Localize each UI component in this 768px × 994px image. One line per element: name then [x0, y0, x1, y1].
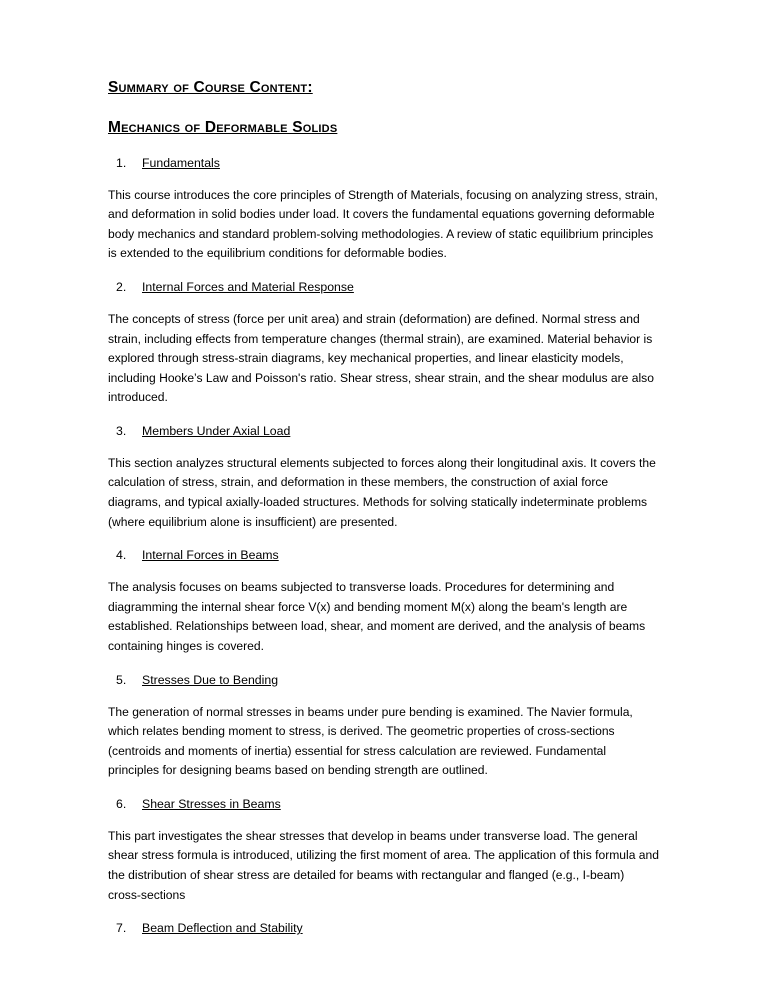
- section-body-4: The analysis focuses on beams subjected to transverse loads. Procedures for determining and diagramming the internal shear force V(x) and bending moment M(x) along the beam's length are established. Relationships between load, shear, and moment are derived, and the analysis of beams containing hinges is covered.: [108, 580, 646, 653]
- section-title-7: Beam Deflection and Stability: [142, 921, 303, 936]
- section-heading-5: [108, 673, 660, 689]
- page-title: Summary of Course Content:: [108, 79, 313, 96]
- section-title-4: Internal Forces in Beams: [142, 548, 279, 563]
- section-heading-7: [108, 921, 660, 937]
- section-number-6: 6.: [116, 796, 127, 811]
- section-heading-6: [108, 797, 660, 813]
- section-body-6: This part investigates the shear stresses that develop in beams under transverse load. The general shear stress formula is introduced, utilizing the first moment of area. The application of this formula and the distribution of shear stress are detailed for beams with rectangular and flanged (e.g., I-beam) cross-sections: [108, 828, 659, 902]
- section-title-1: Fundamentals: [142, 155, 220, 170]
- section-number-7: 7.: [116, 921, 127, 936]
- section-number-3: 3.: [116, 423, 127, 438]
- section-body-1: This course introduces the core principles of Strength of Materials, focusing on analyzing stress, strain, and deformation in solid bodies under load. It covers the fundamental equations governing deformable body mechanics and standard problem-solving methodologies. A review of static equilibrium principles is extended to the equilibrium conditions for deformable bodies.: [108, 187, 658, 261]
- page-subtitle: Mechanics of Deformable Solids: [108, 119, 338, 137]
- section-title-6: Shear Stresses in Beams: [142, 796, 281, 811]
- section-heading-4: [108, 548, 660, 564]
- section-body-3: This section analyzes structural elements subjected to forces along their longitudinal axis. It covers the calculation of stress, strain, and deformation in these members, the construction of axial force diagrams, and typical axially-loaded structures. Methods for solving statically indeterminate problems (where equilibrium alone is insufficient) are presented.: [108, 455, 656, 529]
- section-heading-2: [108, 280, 660, 296]
- section-heading-1: [108, 156, 660, 172]
- page-bottom-spacer: [108, 951, 660, 957]
- section-number-5: 5.: [116, 672, 127, 687]
- section-number-4: 4.: [116, 548, 127, 563]
- section-body-2: The concepts of stress (force per unit area) and strain (deformation) are defined. Normal stress and strain, including effects from temperature changes (thermal strain), are examined. Material behavior is explored through stress-strain diagrams, key mechanical properties, and linear elasticity models, including Hooke’s Law and Poisson's ratio. Shear stress, shear strain, and the shear modulus are also introduced.: [108, 312, 654, 405]
- section-number-2: 2.: [116, 280, 127, 295]
- section-heading-3: [108, 424, 660, 440]
- section-title-2: Internal Forces and Material Response: [142, 280, 354, 295]
- section-body-5: The generation of normal stresses in beams under pure bending is examined. The Navier formula, which relates bending moment to stress, is derived. The geometric properties of cross-sections (centroids and moments of inertia) essential for stress calculation are reviewed. Fundamental principles for designing beams based on bending strength are outlined.: [108, 704, 633, 778]
- section-title-3: Members Under Axial Load: [142, 423, 291, 438]
- section-number-1: 1.: [116, 155, 127, 170]
- section-title-5: Stresses Due to Bending: [142, 672, 279, 687]
